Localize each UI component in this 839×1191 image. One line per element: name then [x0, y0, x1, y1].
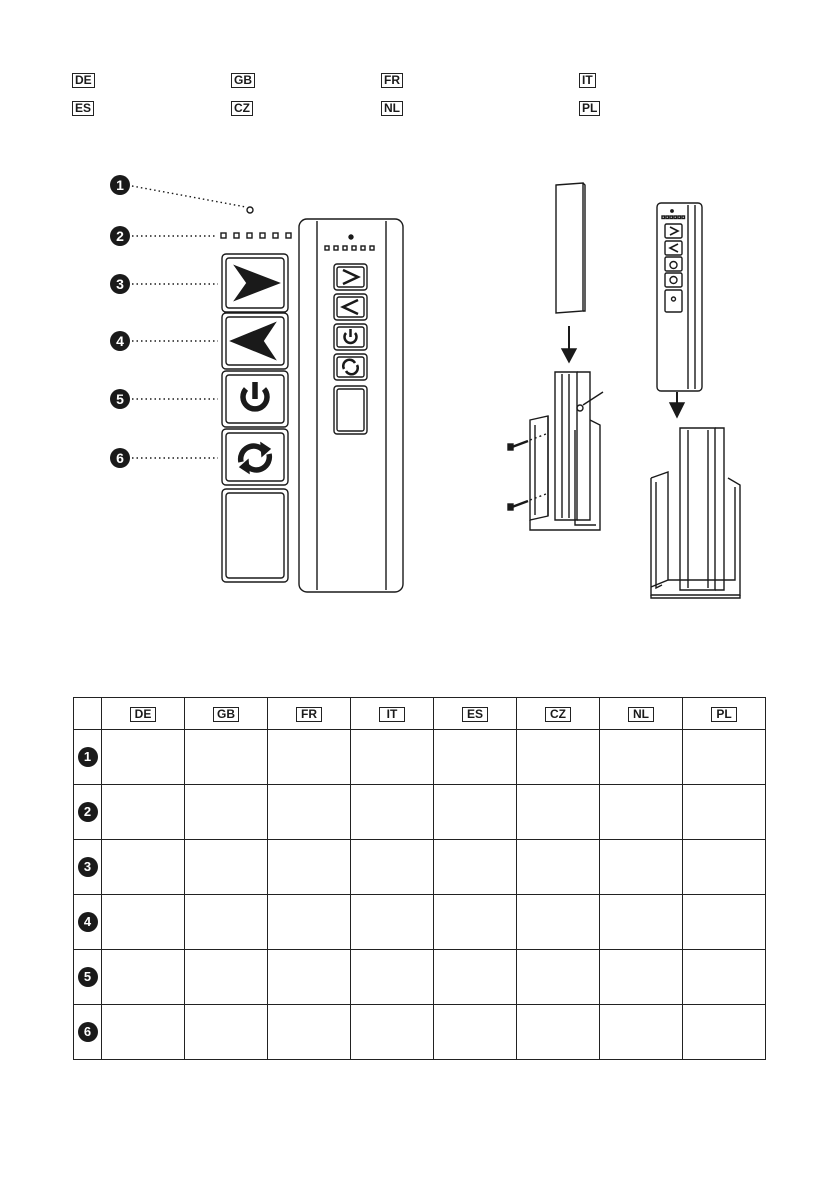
- callout-3: [110, 274, 218, 294]
- table-row: [74, 895, 766, 950]
- table-header-pl: PL: [711, 707, 737, 722]
- table-header-de: DE: [130, 707, 156, 722]
- row-number-badge: 1: [78, 747, 98, 767]
- table-header-row: [74, 698, 766, 730]
- arrow-right-button-large: [222, 254, 288, 312]
- svg-text:4: 4: [116, 333, 124, 349]
- table-row: [74, 730, 766, 785]
- callout-4: [110, 331, 218, 351]
- callout-5: [110, 389, 218, 409]
- svg-text:6: 6: [116, 450, 124, 466]
- lang-label-de: DE: [72, 73, 95, 88]
- table-corner-cell: [74, 698, 102, 730]
- row-number-badge: 4: [78, 912, 98, 932]
- lang-label-nl: NL: [381, 101, 403, 116]
- lang-label-cz: CZ: [231, 101, 253, 116]
- row-number-badge: 3: [78, 857, 98, 877]
- remote-front-view: [299, 219, 403, 592]
- screw-icon: [508, 434, 546, 510]
- lang-label-it: IT: [579, 73, 596, 88]
- refresh-button-large: [222, 429, 288, 485]
- table-row: [74, 840, 766, 895]
- svg-text:1: 1: [116, 177, 124, 193]
- table-header-it: IT: [379, 707, 405, 722]
- row-number-badge: 5: [78, 967, 98, 987]
- svg-text:3: 3: [116, 276, 124, 292]
- table-row: [74, 1005, 766, 1060]
- table-header-fr: FR: [296, 707, 322, 722]
- table-header-cz: CZ: [545, 707, 571, 722]
- remote-side-view: [657, 203, 702, 391]
- arrow-right-icon: [235, 266, 279, 300]
- callout-2: [110, 226, 291, 246]
- svg-text:2: 2: [116, 228, 124, 244]
- table-header-nl: NL: [628, 707, 654, 722]
- wall-holder-left: [530, 372, 603, 530]
- arrow-left-button-large: [222, 313, 288, 369]
- wall-holder-right: [651, 428, 740, 598]
- table-row: [74, 950, 766, 1005]
- table-header-gb: GB: [213, 707, 239, 722]
- lang-label-fr: FR: [381, 73, 403, 88]
- table-header-es: ES: [462, 707, 488, 722]
- mounting-plate: [556, 183, 585, 313]
- row-number-badge: 2: [78, 802, 98, 822]
- lang-label-gb: GB: [231, 73, 255, 88]
- translation-table: [73, 697, 766, 1060]
- svg-text:5: 5: [116, 391, 124, 407]
- callout-1: [110, 175, 253, 213]
- down-arrow-icon: [562, 326, 576, 362]
- lang-label-pl: PL: [579, 101, 600, 116]
- power-icon: [243, 382, 267, 409]
- arrow-left-icon: [231, 323, 275, 359]
- callout-6: [110, 448, 218, 468]
- power-button-large: [222, 371, 288, 427]
- down-arrow-icon: [670, 392, 684, 417]
- lang-label-es: ES: [72, 101, 94, 116]
- blank-button-large: [222, 489, 288, 582]
- row-number-badge: 6: [78, 1022, 98, 1042]
- table-row: [74, 785, 766, 840]
